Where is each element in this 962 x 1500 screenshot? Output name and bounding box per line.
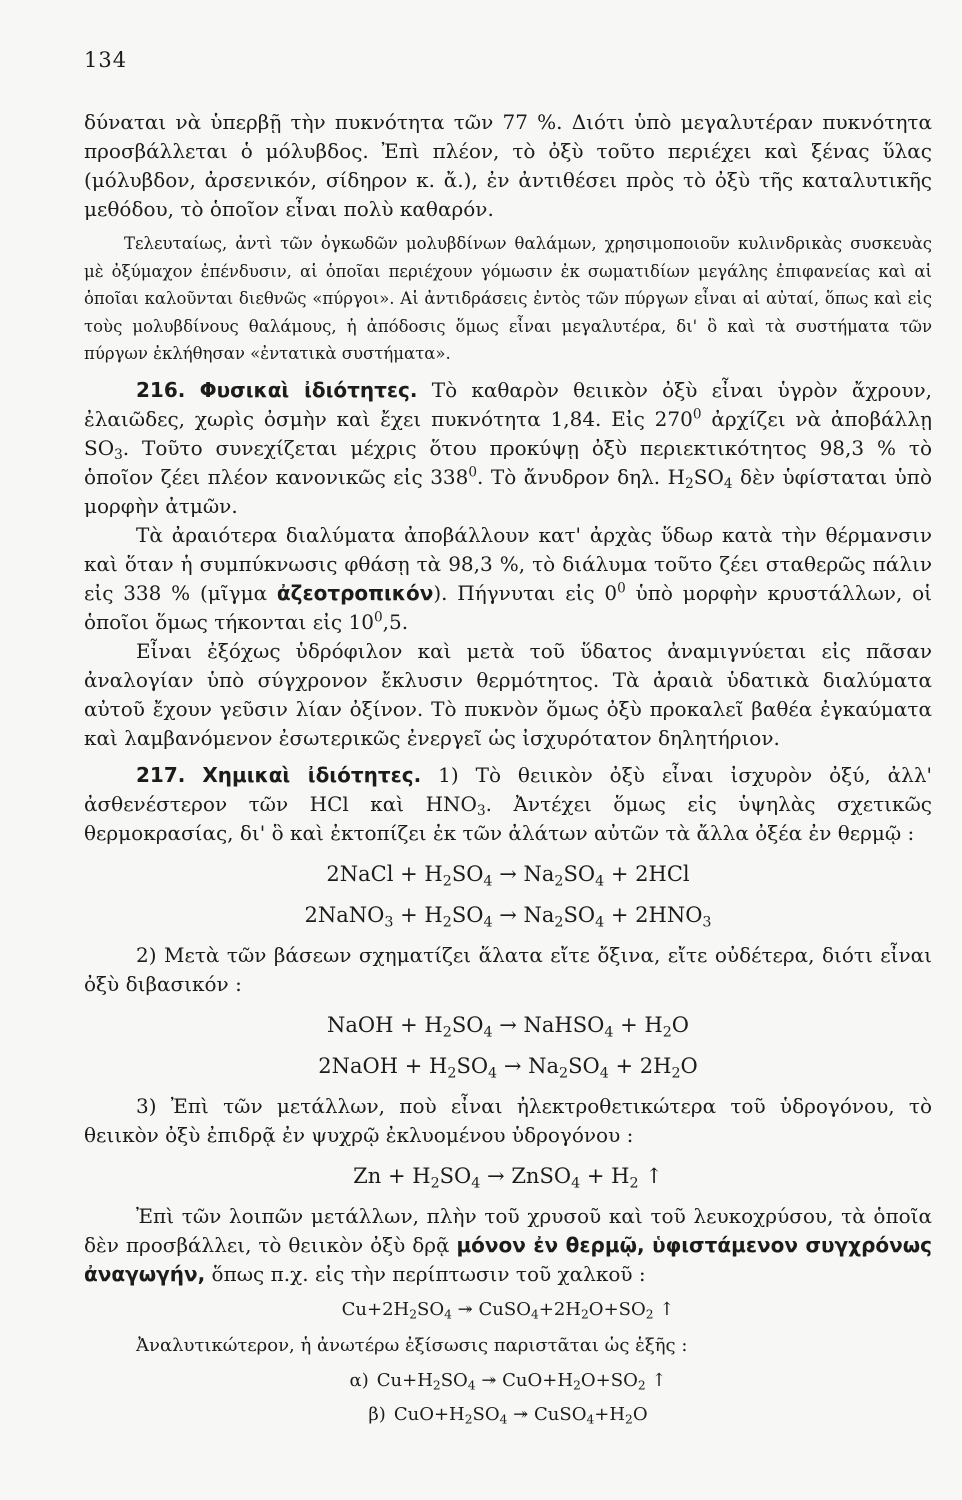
equation-cu: $Cu+2H_2SO_4$ ↠ $CuSO_4+2H_2O+SO_2$ ↑: [341, 1298, 675, 1322]
paragraph-intro: δύναται νὰ ὑπερβῇ τὴν πυκνότητα τῶν 77 %. Διότι ὑπὸ μεγαλυτέραν πυκνότητα προσβάλλεται ὁ μόλυβδος. Ἐπὶ πλέον, τὸ ὀξὺ τοῦτο περιέχει καὶ ξένας ὕλας (μόλυβδον, ἀρσενικόν, σίδηρον κ. ἄ.), ἐν ἀντιθέσει πρὸς τὸ ὀξὺ τῆς καταλυτικῆς μεθόδου, τὸ ὁποῖον εἶναι πολὺ καθαρόν.: [84, 110, 932, 221]
paragraph-other-metals: Ἐπὶ τῶν λοιπῶν μετάλλων, πλὴν τοῦ χρυσοῦ καὶ τοῦ λευκοχρύσου, τὰ ὁποῖα δὲν προσβάλλει, τὸ θειικὸν ὀξὺ δρᾷ μόνον ἐν θερμῷ, ὑφιστάμενον συγχρόνως ἀναγωγήν, ὅπως π.χ. εἰς τὴν περίπτωσιν τοῦ χαλκοῦ :: [84, 1203, 933, 1286]
arrow-icon: →: [499, 861, 517, 886]
page-number: 134: [84, 48, 128, 72]
small-print-note: Τελευταίως, ἀντὶ τῶν ὀγκωδῶν μολυβδίνων θαλάμων, χρησιμοποιοῦν κυλινδρικὰς συσκευὰς μὲ ὀξύμαχον ἐπένδυσιν, αἱ ὁποῖαι περιέχουν γόμωσιν ἐκ σωματιδίων μεγάλης ἐπιφανείας καὶ αἱ ὁποῖαι καλοῦνται διεθνῶς «πύργοι». Αἱ ἀντιδράσεις ἐντὸς τῶν πύργων εἶναι αἱ αὐταί, ὅπως καὶ εἰς τοὺς μολυβδίνους θαλάμους, ἡ ἀπόδοσις ὅμως εἶναι μεγαλυτέρα, δι' ὃ καὶ τὰ συστήματα τῶν πύργων ἐκλήθησαν «ἐντατικὰ συστήματα».: [84, 234, 932, 363]
double-arrow-icon: ↠: [481, 1369, 497, 1391]
gas-arrow-up-icon: ↑: [659, 1298, 675, 1320]
equation-beta: β) $CuO+H_2SO_4$ ↠ $CuSO_4+H_2O$: [368, 1403, 648, 1427]
section-title-217: Χημικαὶ ἰδιότητες.: [202, 762, 422, 787]
arrow-icon: →: [499, 1012, 517, 1037]
equation-naoh: NaOH + $H_2SO_4$ → NaHSO$_4$ + $H_2O$: [327, 1012, 689, 1040]
section-216-paragraph: 216. Φυσικαὶ ἰδιότητες. Τὸ καθαρὸν θειικὸν ὀξὺ εἶναι ὑγρὸν ἄχρουν, ἐλαιῶδες, χωρὶς ὀσμὴν καὶ ἔχει πυκνότητα 1,84. Εἰς $270^0$ ἀρχίζει νὰ ἀποβάλλῃ $SO_3$. Τοῦτο συνεχίζεται μέχρις ὅτου προκύψῃ ὀξὺ περιεκτικότητος 98,3 % τὸ ὁποῖον ζέει πλέον κανονικῶς εἰς $338^0$. Τὸ ἄνυδρον δηλ. $H_2SO_4$ δὲν ὑφίσταται ὑπὸ μορφὴν ἀτμῶν.: [84, 377, 932, 518]
paragraph-hygroscopic: Εἶναι ἐξόχως ὑδρόφιλον καὶ μετὰ τοῦ ὕδατος ἀναμιγνύεται εἰς πᾶσαν ἀναλογίαν ὑπὸ σύγχρονον ἔκλυσιν θερμότητος. Τὰ ἀραιὰ ὑδατικὰ διαλύματα αὐτοῦ ἔχουν γεῦσιν λίαν ὀξίνον. Τὸ πυκνὸν ὅμως ὀξὺ προκαλεῖ βαθέα ἐγκαύματα καὶ λαμβανόμενον ἐσωτερικῶς ἐνεργεῖ ὡς ἰσχυρότατον δηλητήριον.: [84, 638, 932, 750]
section-number-217: 217.: [136, 762, 186, 787]
equation-nano3: 2NaNO$_3$ + $H_2SO_4 \to Na_2SO_4 + 2HNO_3$: [304, 902, 712, 930]
equation-2naoh: 2NaOH + $H_2SO_4 \to Na_2SO_4 + 2H_2O$: [318, 1053, 698, 1081]
emphasis-hot-reduction: μόνον ἐν θερμῷ, ὑφιστάμενον συγχρόνως ἀναγωγήν,: [84, 1232, 933, 1286]
paragraph-metals: 3) Ἐπὶ τῶν μετάλλων, ποὺ εἶναι ἠλεκτροθετικώτερα τοῦ ὑδρογόνου, τὸ θειικὸν ὀξὺ ἐπιδρᾷ ἐν ψυχρῷ ἐκλυομένου ὑδρογόνου :: [84, 1093, 932, 1147]
arrow-icon: →: [487, 1163, 505, 1188]
paragraph-dilute-solutions: Τὰ ἀραιότερα διαλύματα ἀποβάλλουν κατ' ἀρχὰς ὕδωρ κατὰ τὴν θέρμανσιν καὶ ὅταν ἡ συμπύκνωσις φθάσῃ τὰ 98,3 %, τὸ διάλυμα τοῦτο ζέει σταθερῶς πάλιν εἰς 338 % (μῖγμα ἀζεοτροπικόν). Πήγνυται εἰς $0^0$ ὑπὸ μορφὴν κρυστάλλων, οἱ ὁποῖοι ὅμως τήκονται εἰς $10^0,5$.: [84, 522, 932, 634]
arrow-icon: →: [503, 1053, 522, 1078]
paragraph-analytically: Ἀναλυτικώτερον, ἡ ἀνωτέρω ἐξίσωσις παριστᾶται ὡς ἑξῆς :: [136, 1334, 688, 1356]
section-217-paragraph: 217. Χημικαὶ ἰδιότητες. 1) Τὸ θειικὸν ὀξὺ εἶναι ἰσχυρὸν ὀξύ, ἀλλ' ἀσθενέστερον τῶν HCl καὶ $HNO_3$. Ἀντέχει ὅμως εἰς ὑψηλὰς σχετικῶς θερμοκρασίας, δι' ὃ καὶ ἐκτοπίζει ἐκ τῶν ἀλάτων αὐτῶν τὰ ἄλλα ὀξέα ἐν θερμῷ :: [84, 762, 933, 845]
double-arrow-icon: ↠: [513, 1403, 529, 1425]
term-azeotropic: ἀζεοτροπικόν: [276, 580, 434, 605]
gas-arrow-up-icon: ↑: [651, 1369, 667, 1391]
equation-nacl: 2NaCl + $H_2SO_4 \to Na_2SO_4 + 2HCl$: [326, 861, 690, 889]
gas-arrow-up-icon: ↑: [645, 1163, 663, 1188]
arrow-icon: →: [499, 902, 517, 927]
double-arrow-icon: ↠: [457, 1298, 473, 1320]
paragraph-bases: 2) Μετὰ τῶν βάσεων σχηματίζει ἅλατα εἴτε ὄξινα, εἴτε οὐδέτερα, διότι εἶναι ὀξὺ διβασικόν :: [84, 942, 932, 996]
section-title-216: Φυσικαὶ ἰδιότητες.: [199, 377, 418, 402]
section-number-216: 216.: [136, 377, 186, 402]
equation-alpha: α) $Cu+H_2SO_4$ ↠ $CuO+H_2O+SO_2$ ↑: [349, 1369, 667, 1393]
page-body: [84, 108, 932, 1436]
equation-zn: $Zn + H_2SO_4$ → ZnSO$_4$ + $H_2$ ↑: [353, 1163, 663, 1191]
